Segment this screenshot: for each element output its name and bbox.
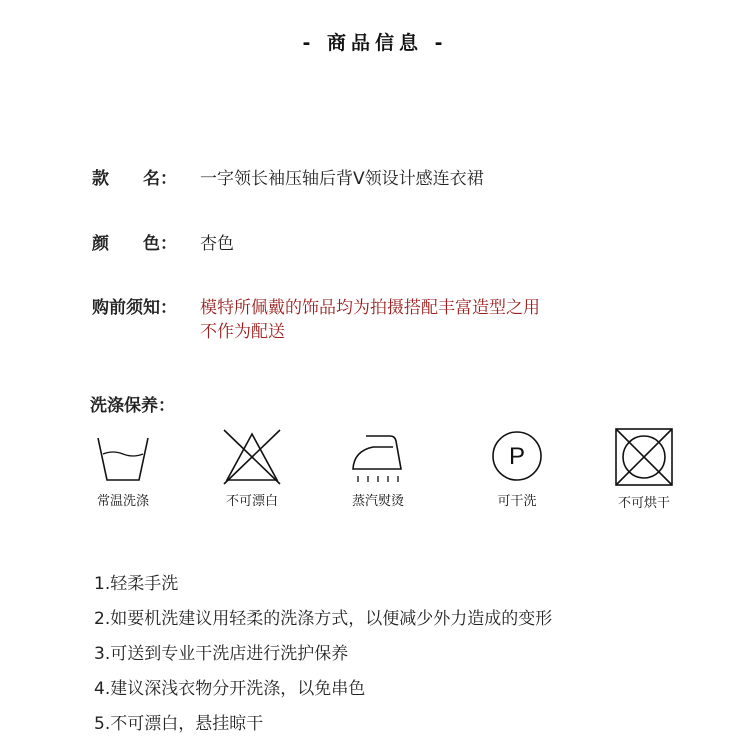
care-item-wash xyxy=(73,426,173,509)
note-item: 1.轻柔手洗 xyxy=(94,574,179,594)
care-notes xyxy=(94,567,552,742)
care-label-dry-clean: 可干洗 xyxy=(497,494,537,509)
product-name-label: 款 名： xyxy=(92,169,177,189)
care-label-no-bleach: 不可漂白 xyxy=(225,494,278,509)
color-value: 杏色 xyxy=(200,234,234,254)
note-item: 2.如要机洗建议用轻柔的洗涤方式，以便减少外力造成的变形 xyxy=(94,609,553,629)
page-title: - 商品信息 - xyxy=(302,32,448,54)
care-item-steam-iron xyxy=(328,426,428,509)
note-item: 3.可送到专业干洗店进行洗护保养 xyxy=(94,644,349,664)
care-item-dry-clean xyxy=(467,426,567,509)
care-item-no-bleach xyxy=(202,426,302,509)
notice-line-1: 模特所佩戴的饰品均为拍摄搭配丰富造型之用 xyxy=(200,298,540,318)
notice-label: 购前须知： xyxy=(92,298,177,318)
care-label-steam-iron: 蒸汽熨烫 xyxy=(351,494,404,509)
no-tumble-dry-icon xyxy=(613,426,675,488)
no-bleach-icon xyxy=(222,426,282,486)
product-name-value: 一字领长袖压轴后背V领设计感连衣裙 xyxy=(200,169,484,189)
dry-clean-p-icon xyxy=(487,426,547,486)
care-section-title: 洗涤保养： xyxy=(90,396,175,416)
notice-value xyxy=(200,296,540,344)
steam-iron-icon xyxy=(348,426,408,486)
care-item-no-tumble-dry xyxy=(594,426,694,511)
wash-tub-icon xyxy=(93,426,153,486)
notice-line-2: 不作为配送 xyxy=(200,322,285,342)
color-label: 颜 色： xyxy=(92,234,177,254)
dry-clean-letter: P xyxy=(508,443,526,470)
care-label-no-tumble-dry: 不可烘干 xyxy=(617,496,670,511)
care-label-wash: 常温洗涤 xyxy=(96,494,149,509)
note-item: 4.建议深浅衣物分开洗涤，以免串色 xyxy=(94,679,366,699)
note-item: 5.不可漂白，悬挂晾干 xyxy=(94,714,264,734)
